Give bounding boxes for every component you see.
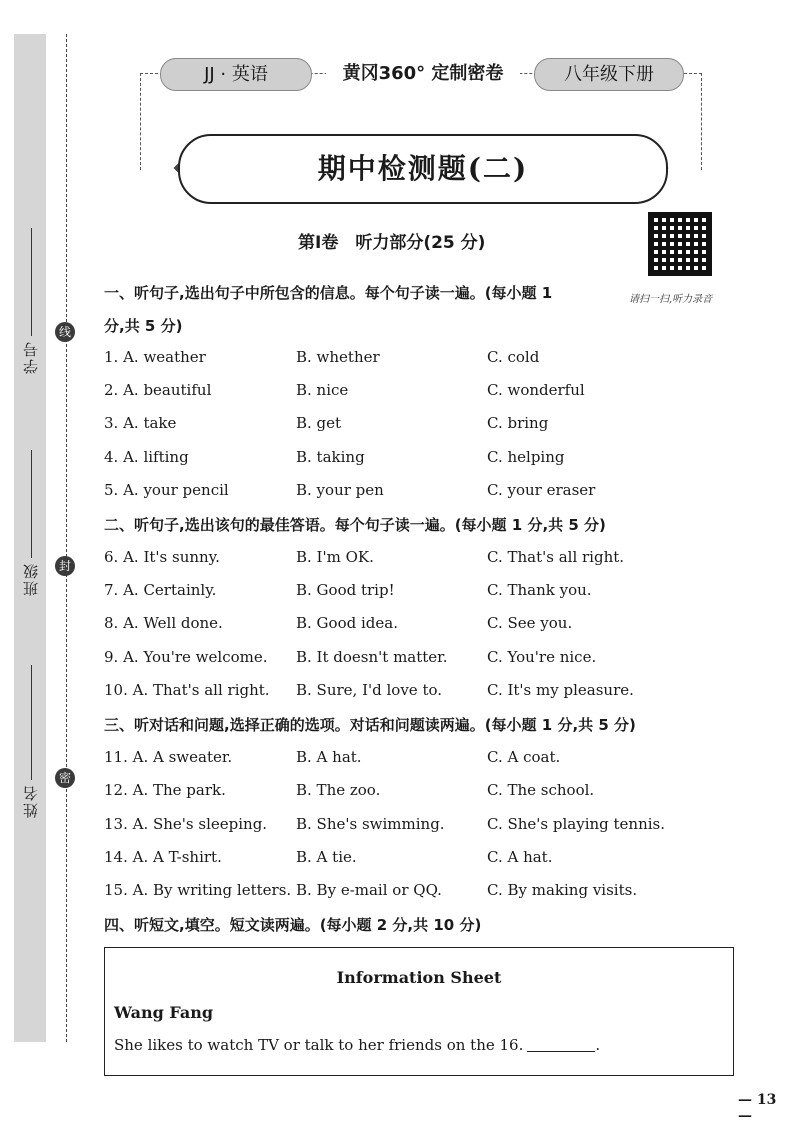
seal-mark-secret: 密 <box>55 768 75 788</box>
question-10-b: B. Sure, I'd love to. <box>296 681 443 699</box>
class-label: 班级 <box>22 562 40 596</box>
information-sheet-sentence: She likes to watch TV or talk to her friends on the 16. <box>114 1036 524 1054</box>
question-3-a: 3. A. take <box>104 414 177 432</box>
question-13-b: B. She's swimming. <box>296 815 445 833</box>
question-8-b: B. Good idea. <box>296 614 398 632</box>
question-2-c: C. wonderful <box>487 381 585 399</box>
question-7-c: C. Thank you. <box>487 581 592 599</box>
question-5-c: C. your eraser <box>487 481 596 499</box>
question-2-a: 2. A. beautiful <box>104 381 212 399</box>
question-15-b: B. By e-mail or QQ. <box>296 881 442 899</box>
question-14-a: 14. A. A T-shirt. <box>104 848 222 866</box>
question-10-a: 10. A. That's all right. <box>104 681 270 699</box>
information-sheet-line: She likes to watch TV or talk to her friends on the 16. . <box>114 1036 601 1054</box>
student-id-label: 学号 <box>22 340 40 374</box>
question-14-c: C. A hat. <box>487 848 553 866</box>
question-13-a: 13. A. She's sleeping. <box>104 815 268 833</box>
question-1-a: 1. A. weather <box>104 348 206 366</box>
part4-heading: 四、听短文,填空。短文读两遍。(每小题 2 分,共 10 分) <box>104 916 482 934</box>
qr-caption: 请扫一扫,听力录音 <box>629 294 713 305</box>
question-5-a: 5. A. your pencil <box>104 481 229 499</box>
question-8-c: C. See you. <box>487 614 573 632</box>
question-6-c: C. That's all right. <box>487 548 625 566</box>
question-15-a: 15. A. By writing letters. <box>104 881 292 899</box>
information-sheet-name: Wang Fang <box>114 1003 214 1022</box>
question-11-b: B. A hat. <box>296 748 362 766</box>
page-number: — 13 — <box>738 1092 777 1124</box>
question-8-a: 8. A. Well done. <box>104 614 223 632</box>
seal-mark-seal: 封 <box>55 556 75 576</box>
question-12-c: C. The school. <box>487 781 595 799</box>
part1-heading-cont: 分,共 5 分) <box>104 317 183 335</box>
question-9-a: 9. A. You're welcome. <box>104 648 268 666</box>
cut-line <box>66 34 67 1042</box>
question-12-a: 12. A. The park. <box>104 781 226 799</box>
question-5-b: B. your pen <box>296 481 384 499</box>
part3-heading: 三、听对话和问题,选择正确的选项。对话和问题读两遍。(每小题 1 分,共 5 分) <box>104 716 636 734</box>
subject-pill: JJ · 英语 <box>160 58 312 91</box>
name-label: 姓名 <box>22 784 40 818</box>
question-14-b: B. A tie. <box>296 848 357 866</box>
question-4-c: C. helping <box>487 448 565 466</box>
question-10-c: C. It's my pleasure. <box>487 681 634 699</box>
question-4-a: 4. A. lifting <box>104 448 189 466</box>
question-9-b: B. It doesn't matter. <box>296 648 448 666</box>
information-sheet-box <box>104 947 734 1076</box>
question-9-c: C. You're nice. <box>487 648 597 666</box>
seal-mark-line: 线 <box>55 322 75 342</box>
section-title: 第Ⅰ卷 听力部分(25 分) <box>298 233 486 253</box>
question-4-b: B. taking <box>296 448 365 466</box>
question-2-b: B. nice <box>296 381 349 399</box>
question-15-c: C. By making visits. <box>487 881 638 899</box>
question-7-a: 7. A. Certainly. <box>104 581 217 599</box>
class-blank <box>31 450 32 558</box>
question-6-b: B. I'm OK. <box>296 548 374 566</box>
part1-heading: 一、听句子,选出句子中所包含的信息。每个句子读一遍。(每小题 1 <box>104 284 553 302</box>
binding-sidebar <box>14 34 46 1042</box>
question-1-b: B. whether <box>296 348 380 366</box>
question-6-a: 6. A. It's sunny. <box>104 548 220 566</box>
page-title: 期中检测题(二) <box>178 134 668 204</box>
question-1-c: C. cold <box>487 348 540 366</box>
grade-pill: 八年级下册 <box>534 58 684 91</box>
information-sheet-title: Information Sheet <box>336 968 502 987</box>
answer-blank-16[interactable] <box>527 1051 595 1052</box>
question-11-a: 11. A. A sweater. <box>104 748 233 766</box>
question-13-c: C. She's playing tennis. <box>487 815 666 833</box>
question-3-c: C. bring <box>487 414 549 432</box>
student-id-blank <box>31 228 32 336</box>
brand-text: 黄冈360° 定制密卷 <box>326 59 520 89</box>
question-12-b: B. The zoo. <box>296 781 381 799</box>
part2-heading: 二、听句子,选出该句的最佳答语。每个句子读一遍。(每小题 1 分,共 5 分) <box>104 516 606 534</box>
qr-code-icon <box>648 212 712 276</box>
question-11-c: C. A coat. <box>487 748 561 766</box>
name-blank <box>31 665 32 780</box>
question-3-b: B. get <box>296 414 342 432</box>
question-7-b: B. Good trip! <box>296 581 395 599</box>
